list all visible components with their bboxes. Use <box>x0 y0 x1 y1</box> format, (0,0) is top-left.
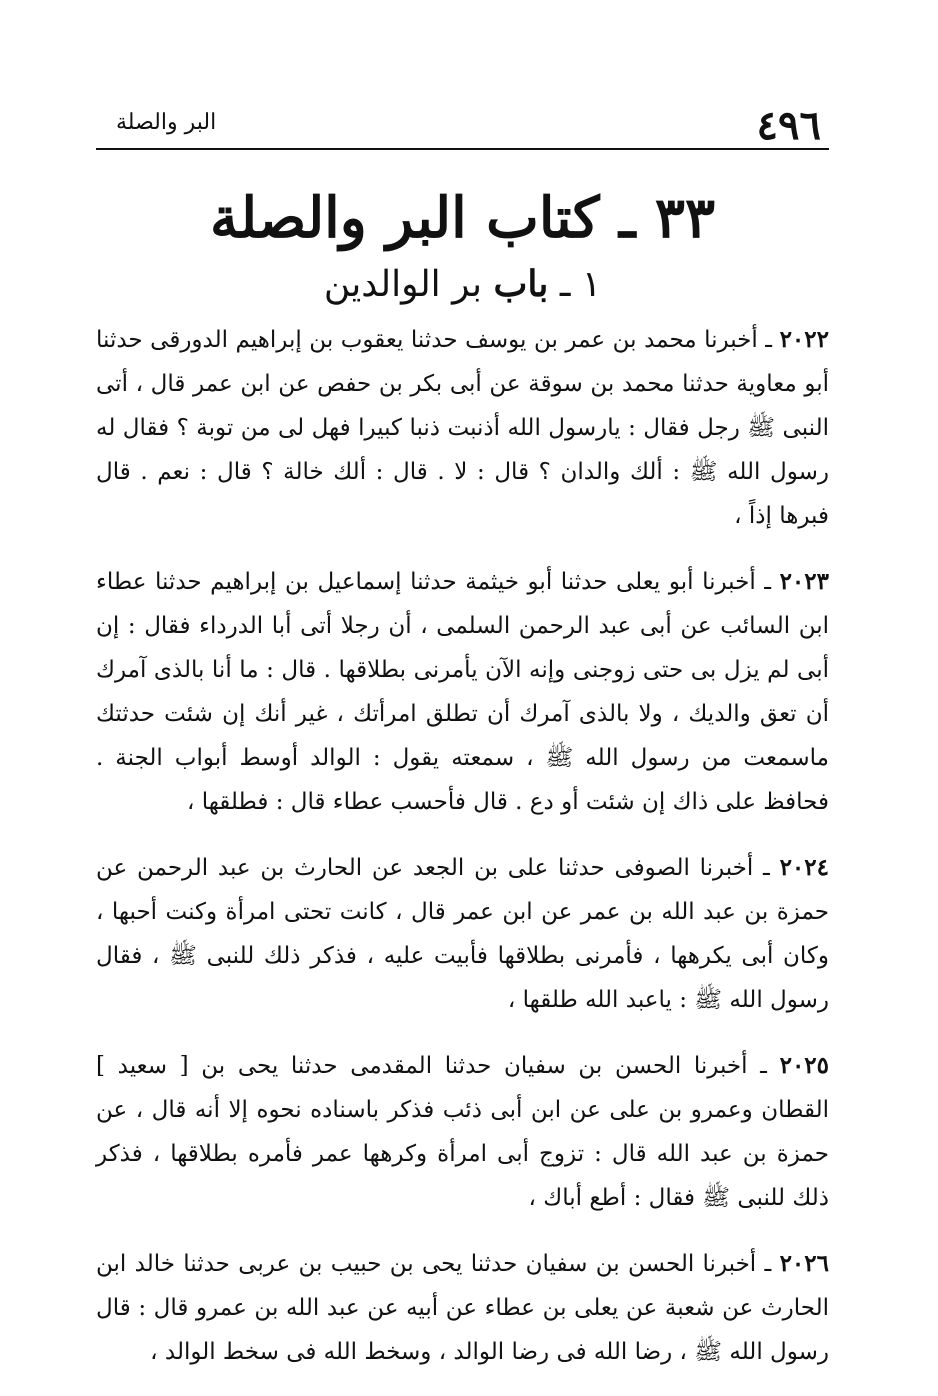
hadith-text: ـ أخبرنا الحسن بن سفيان حدثنا المقدمى حدثنا يحى بن [ سعيد ] القطان وعمرو بن على عن ابن أبى ذئب فذكر باسناده نحوه إلا أنه قال ، عن حمزة بن عبد الله قال : تزوج أبى امرأة وكرهها عمر فأمره بطلاقها ، فذكر ذلك للنبى ﷺ فقال : أطع أباك ، <box>96 1053 829 1211</box>
section-name: بر الوالدين <box>323 264 483 305</box>
hadith-text: ـ أخبرنا الصوفى حدثنا على بن الجعد عن الحارث بن عبد الرحمن عن حمزة بن عبد الله بن عمر عن ابن عمر قال ، كانت تحتى امرأة وكنت أحبها ، وكان أبى يكرهها ، فأمرنى بطلاقها فأبيت عليه ، فذكر ذلك للنبى ﷺ ، فقال رسول الله ﷺ : ياعبد الله طلقها ، <box>96 855 829 1013</box>
page-number: ٤٩٦ <box>756 102 821 149</box>
hadith-number: ٢٠٢٤ <box>779 854 829 881</box>
page-header <box>96 100 829 150</box>
hadith-number: ٢٠٢٦ <box>779 1250 829 1277</box>
hadith-text: ـ أخبرنا محمد بن عمر بن يوسف حدثنا يعقوب بن إبراهيم الدورقى حدثنا أبو معاوية حدثنا محمد بن سوقة عن أبى بكر بن حفص عن ابن عمر قال ، أتى النبى ﷺ رجل فقال : يارسول الله أذنبت ذنبا كبيرا فهل لى من توبة ؟ فقال له رسول الله ﷺ : ألك والدان ؟ قال : لا . قال : ألك خالة ؟ قال : نعم . قال فبرها إذاً ، <box>96 327 829 529</box>
section-number: ١ ـ <box>559 264 602 305</box>
hadith-text: ـ أخبرنا أبو يعلى حدثنا أبو خيثمة حدثنا إسماعيل بن إبراهيم حدثنا عطاء ابن السائب عن أبى عبد الرحمن السلمى ، أن رجلا أتى أبا الدرداء فقال : إن أبى لم يزل بى حتى زوجنى وإنه الآن يأمرنى بطلاقها . قال : ما أنا بالذى آمرك أن تعق والديك ، ولا بالذى آمرك أن تطلق امرأتك ، غير أنك إن شئت حدثتك ماسمعت من رسول الله ﷺ ، سمعته يقول : الوالد أوسط أبواب الجنة . فحافظ على ذاك إن شئت أو دع . قال فأحسب عطاء قال : فطلقها ، <box>96 569 829 815</box>
hadith-number: ٢٠٢٥ <box>779 1052 830 1079</box>
hadith-text: ـ أخبرنا الحسن بن سفيان حدثنا يحى بن حبيب بن عربى حدثنا خالد ابن الحارث عن شعبة عن يعلى بن عطاء عن أبيه عن عبد الله بن عمرو قال : قال رسول الله ﷺ ، رضا الله فى رضا الوالد ، وسخط الله فى سخط الوالد ، <box>96 1251 829 1365</box>
hadith-paragraph <box>96 1242 829 1374</box>
hadith-paragraph <box>96 846 829 1022</box>
hadith-number: ٢٠٢٣ <box>779 568 829 595</box>
hadith-paragraph <box>96 560 829 824</box>
hadith-paragraph <box>96 318 829 538</box>
section-bab-word: باب <box>493 263 549 305</box>
chapter-title: ٣٣ ـ كتاب البر والصلة <box>209 185 716 251</box>
section-title <box>96 258 829 311</box>
hadith-paragraph <box>96 1044 829 1220</box>
hadith-number: ٢٠٢٢ <box>779 326 829 353</box>
running-title: البر والصلة <box>116 110 217 135</box>
hadith-list <box>96 318 829 1396</box>
